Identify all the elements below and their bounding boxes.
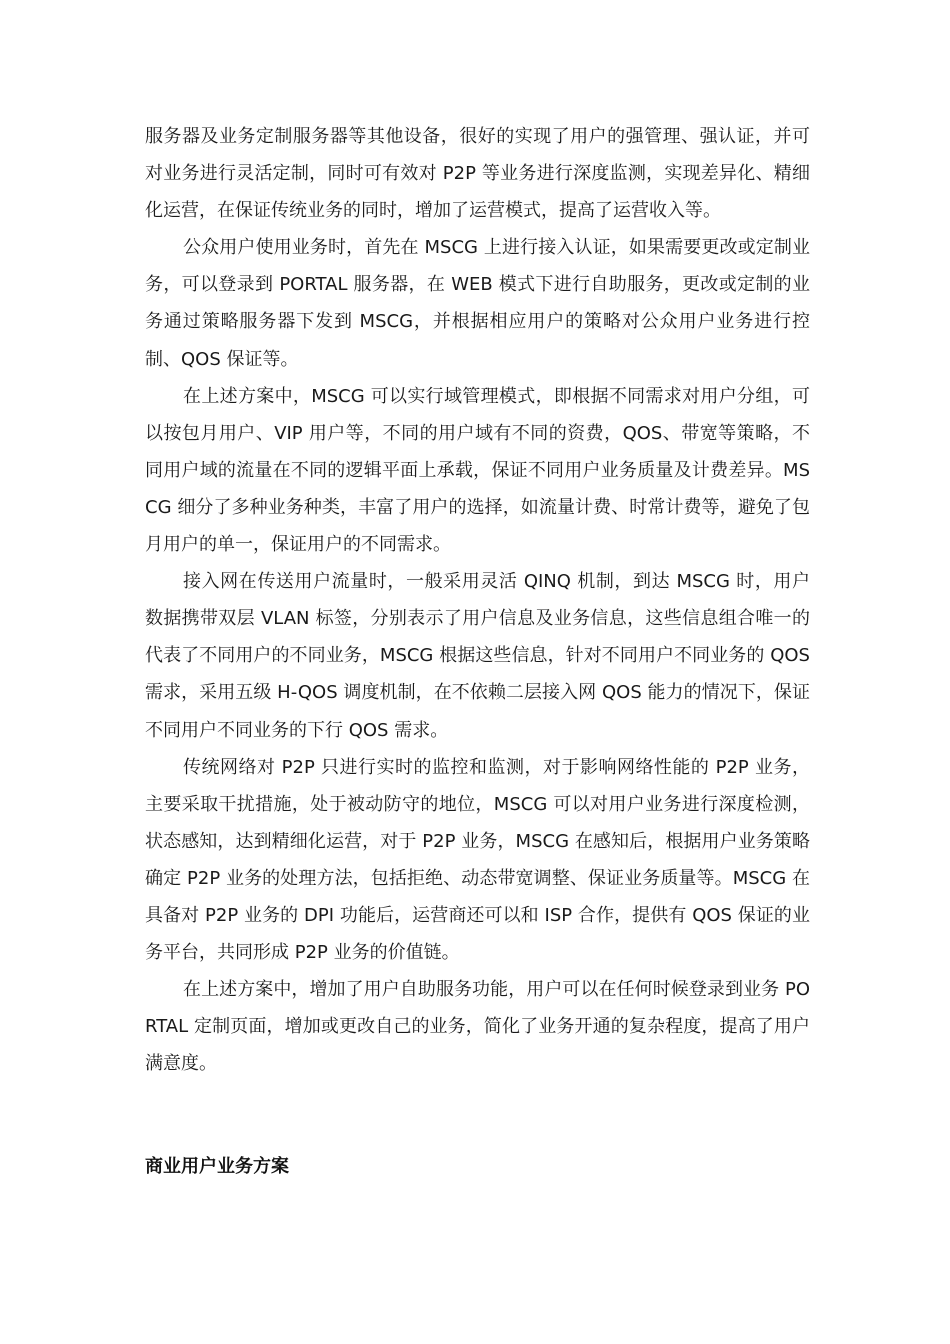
document-page <box>145 118 810 1177</box>
paragraph-1: 服务器及业务定制服务器等其他设备，很好的实现了用户的强管理、强认证，并可对业务进行灵活定制，同时可有效对 P2P 等业务进行深度监测，实现差异化、精细化运营，在保证传统业务的同时，增加了运营模式，提高了运营收入等。 <box>145 126 810 222</box>
paragraph-6: 在上述方案中，增加了用户自助服务功能，用户可以在任何时候登录到业务 PORTAL 定制页面，增加或更改自己的业务，简化了业务开通的复杂程度，提高了用户满意度。 <box>145 979 810 1075</box>
paragraph-2: 公众用户使用业务时，首先在 MSCG 上进行接入认证，如果需要更改或定制业务，可以登录到 PORTAL 服务器，在 WEB 模式下进行自助服务，更改或定制的业务通过策略服务器下发到 MSCG，并根据相应用户的策略对公众用户业务进行控制、QOS 保证等。 <box>145 237 810 370</box>
paragraph-5: 传统网络对 P2P 只进行实时的监控和监测，对于影响网络性能的 P2P 业务，主要采取干扰措施，处于被动防守的地位，MSCG 可以对用户业务进行深度检测，状态感知，达到精细化运营，对于 P2P 业务，MSCG 在感知后，根据用户业务策略确定 P2P 业务的处理方法，包括拒绝、动态带宽调整、保证业务质量等。MSCG 在具备对 P2P 业务的 DPI 功能后，运营商还可以和 ISP 合作，提供有 QOS 保证的业务平台，共同形成 P2P 业务的价值链。 <box>145 756 810 964</box>
section-heading: 商业用户业务方案 <box>145 1156 289 1177</box>
paragraph-3: 在上述方案中，MSCG 可以实行域管理模式，即根据不同需求对用户分组，可以按包月用户、VIP 用户等，不同的用户域有不同的资费，QOS、带宽等策略，不同用户域的流量在不同的逻辑平面上承载，保证不同用户业务质量及计费差异。MSCG 细分了多种业务种类，丰富了用户的选择，如流量计费、时常计费等，避免了包月用户的单一，保证用户的不同需求。 <box>145 385 810 556</box>
paragraph-4: 接入网在传送用户流量时，一般采用灵活 QINQ 机制，到达 MSCG 时，用户数据携带双层 VLAN 标签，分别表示了用户信息及业务信息，这些信息组合唯一的代表了不同用户的不同业务，MSCG 根据这些信息，针对不同用户不同业务的 QOS 需求，采用五级 H-QOS 调度机制，在不依赖二层接入网 QOS 能力的情况下，保证不同用户不同业务的下行 QOS 需求。 <box>145 571 810 741</box>
